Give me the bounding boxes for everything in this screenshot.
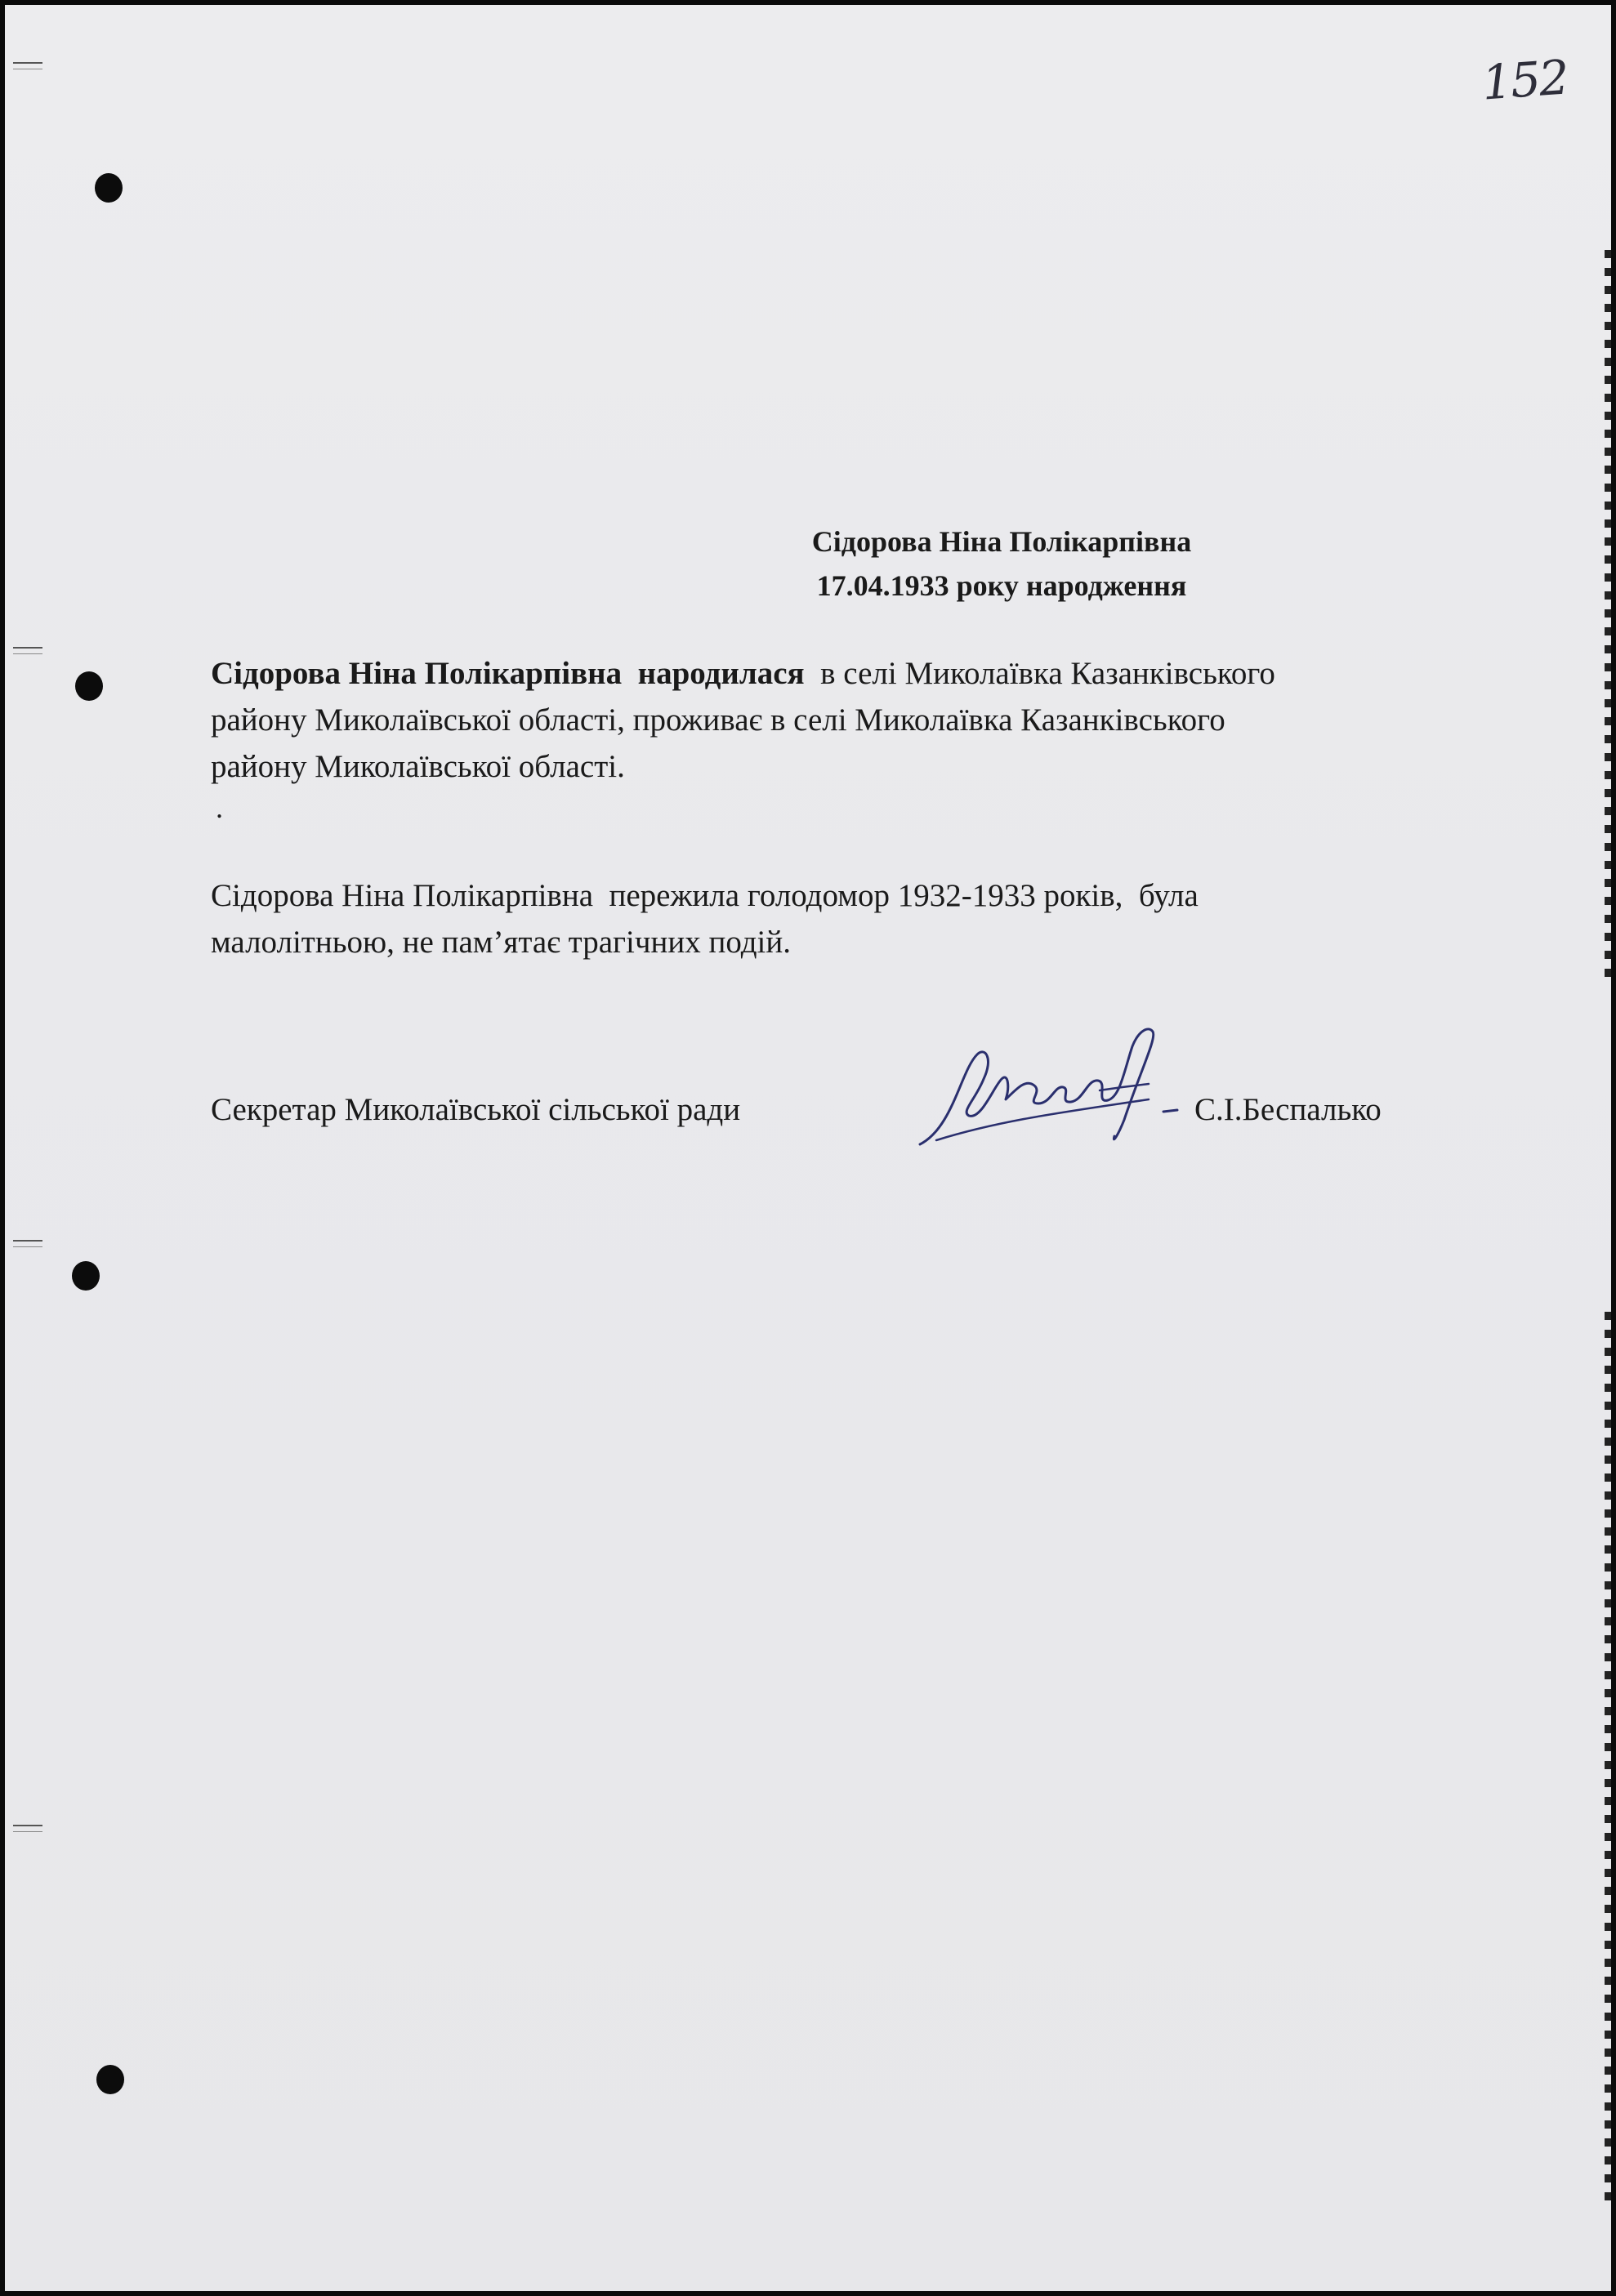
paragraph-verb: народилася — [637, 656, 805, 691]
paragraph-line-1-rest: в селі Миколаївка Казанківського — [820, 656, 1275, 691]
paragraph-subject-name: Сідорова Ніна Полікарпівна — [211, 656, 623, 691]
document-heading — [5, 519, 1611, 608]
signature-block — [211, 1091, 1436, 1173]
heading-birth-date: 17.04.1933 року народження — [816, 569, 1187, 602]
paragraph-line-3: району Миколаївської області. — [211, 749, 625, 784]
document-page — [5, 5, 1611, 2291]
heading-full-name: Сідорова Ніна Полікарпівна — [811, 525, 1192, 558]
margin-mark — [13, 62, 42, 69]
paragraph-2-line-2: малолітньою, не пам’ятає трагічних подій. — [211, 925, 791, 960]
handwritten-signature — [904, 1022, 1198, 1161]
famine-survivor-paragraph — [211, 872, 1518, 965]
margin-mark — [13, 1240, 42, 1247]
margin-mark — [13, 647, 42, 654]
paragraph-2-line-1: Сідорова Ніна Полікарпівна пережила голодомор 1932-1933 років, була — [211, 878, 1199, 913]
birth-residence-paragraph — [211, 650, 1518, 790]
binder-punch-hole — [96, 2065, 124, 2094]
stray-mark: . — [216, 791, 223, 824]
paragraph-line-2: району Миколаївської області, проживає в селі Миколаївка Казанківського — [211, 702, 1225, 738]
folio-number: 152 — [1480, 49, 1569, 111]
signer-position: Секретар Миколаївської сільської ради — [211, 1092, 741, 1127]
binder-punch-hole — [95, 173, 123, 203]
margin-mark — [13, 1825, 42, 1832]
signer-name: С.І.Беспалько — [1194, 1092, 1382, 1127]
page-edge-perforation — [1605, 250, 1611, 985]
binder-punch-hole — [72, 1261, 100, 1291]
binder-punch-hole — [75, 671, 103, 701]
page-edge-perforation — [1605, 1312, 1611, 2210]
